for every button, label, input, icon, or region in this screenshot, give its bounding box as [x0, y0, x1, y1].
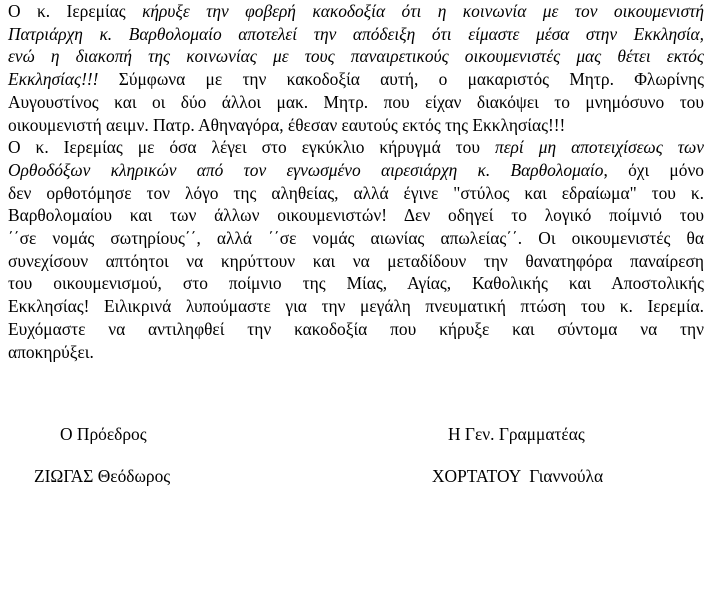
text-segment: ΄΄σε νομάς σωτηρίους΄΄, αλλά ΄΄σε νομάς αιωνίας απωλείας΄΄. Οι οικουμενιστές θα: [8, 228, 704, 249]
text-segment: , όχι μόνο: [603, 159, 704, 180]
text-segment: Ο κ. Ιερεμίας με όσα λέγει στο εγκύκλιο κήρυγμά του: [8, 137, 495, 158]
text-segment: Βαρθολομαίου και των άλλων οικουμενιστών! Δεν οδηγεί το λογικό ποίμνιό του: [8, 205, 704, 226]
secretary-general-title: Η Γεν. Γραμματέας: [448, 424, 585, 444]
text-segment: αποκηρύξει.: [8, 341, 94, 362]
italic-text-segment: περί μη αποτειχίσεως των: [494, 137, 704, 158]
text-segment: συνεχίσουν απτόητοι να κηρύττουν και να μεταδίδουν την θανατηφόρα παναίρεση: [8, 250, 704, 271]
text-segment: Ευχόμαστε να αντιληφθεί την κακοδοξία που κήρυξε και σύντομα να την: [8, 318, 704, 339]
text-segment: του οικουμενισμού, στο ποίμνιο της Μίας, Αγίας, Καθολικής και Αποστολικής: [8, 273, 704, 294]
text-segment: Αυγουστίνος και οι δύο άλλοι μακ. Μητρ. που είχαν διακόψει το μνημόσυνο του: [8, 91, 704, 112]
italic-text-segment: Ορθοδόξων κληρικών από τον εγνωσμένο αιρεσιάρχη κ. Βαρθολομαίο: [8, 159, 604, 180]
text-segment: Σύμφωνα με την κακοδοξία αυτή, ο μακαριστός Μητρ. Φλωρίνης: [98, 69, 704, 90]
italic-text-segment: κήρυξε την φοβερή κακοδοξία ότι η κοινωνία με τον οικουμενιστή: [142, 1, 704, 21]
president-title: Ο Πρόεδρος: [60, 424, 147, 444]
secretary-general-name: ΧΟΡΤΑΤΟΥ Γιαννούλα: [432, 466, 604, 486]
italic-text-segment: Πατριάρχη κ. Βαρθολομαίο αποτελεί την απόδειξη ότι είμαστε μέσα στην Εκκλησία,: [8, 23, 704, 44]
text-segment: Ο κ. Ιερεμίας: [8, 1, 143, 21]
italic-text-segment: ενώ η διακοπή της κοινωνίας με τους παναιρετικούς οικουμενιστές μας θέτει εκτός: [8, 46, 704, 67]
text-segment: δεν ορθοτόμησε τον λόγο της αληθείας, αλλά έγινε "στύλος και εδραίωμα" του κ.: [8, 182, 704, 203]
president-name: ΖΙΩΓΑΣ Θεόδωρος: [34, 466, 171, 486]
text-segment: οικουμενιστή αειμν. Πατρ. Αθηναγόρα, έθεσαν εαυτούς εκτός της Εκκλησίας!!!: [8, 114, 566, 135]
italic-text-segment: Εκκλησίας!!!: [8, 69, 99, 90]
text-segment: Εκκλησίας! Ειλικρινά λυπούμαστε για την μεγάλη πνευματική πτώση του κ. Ιερεμία.: [8, 296, 704, 317]
